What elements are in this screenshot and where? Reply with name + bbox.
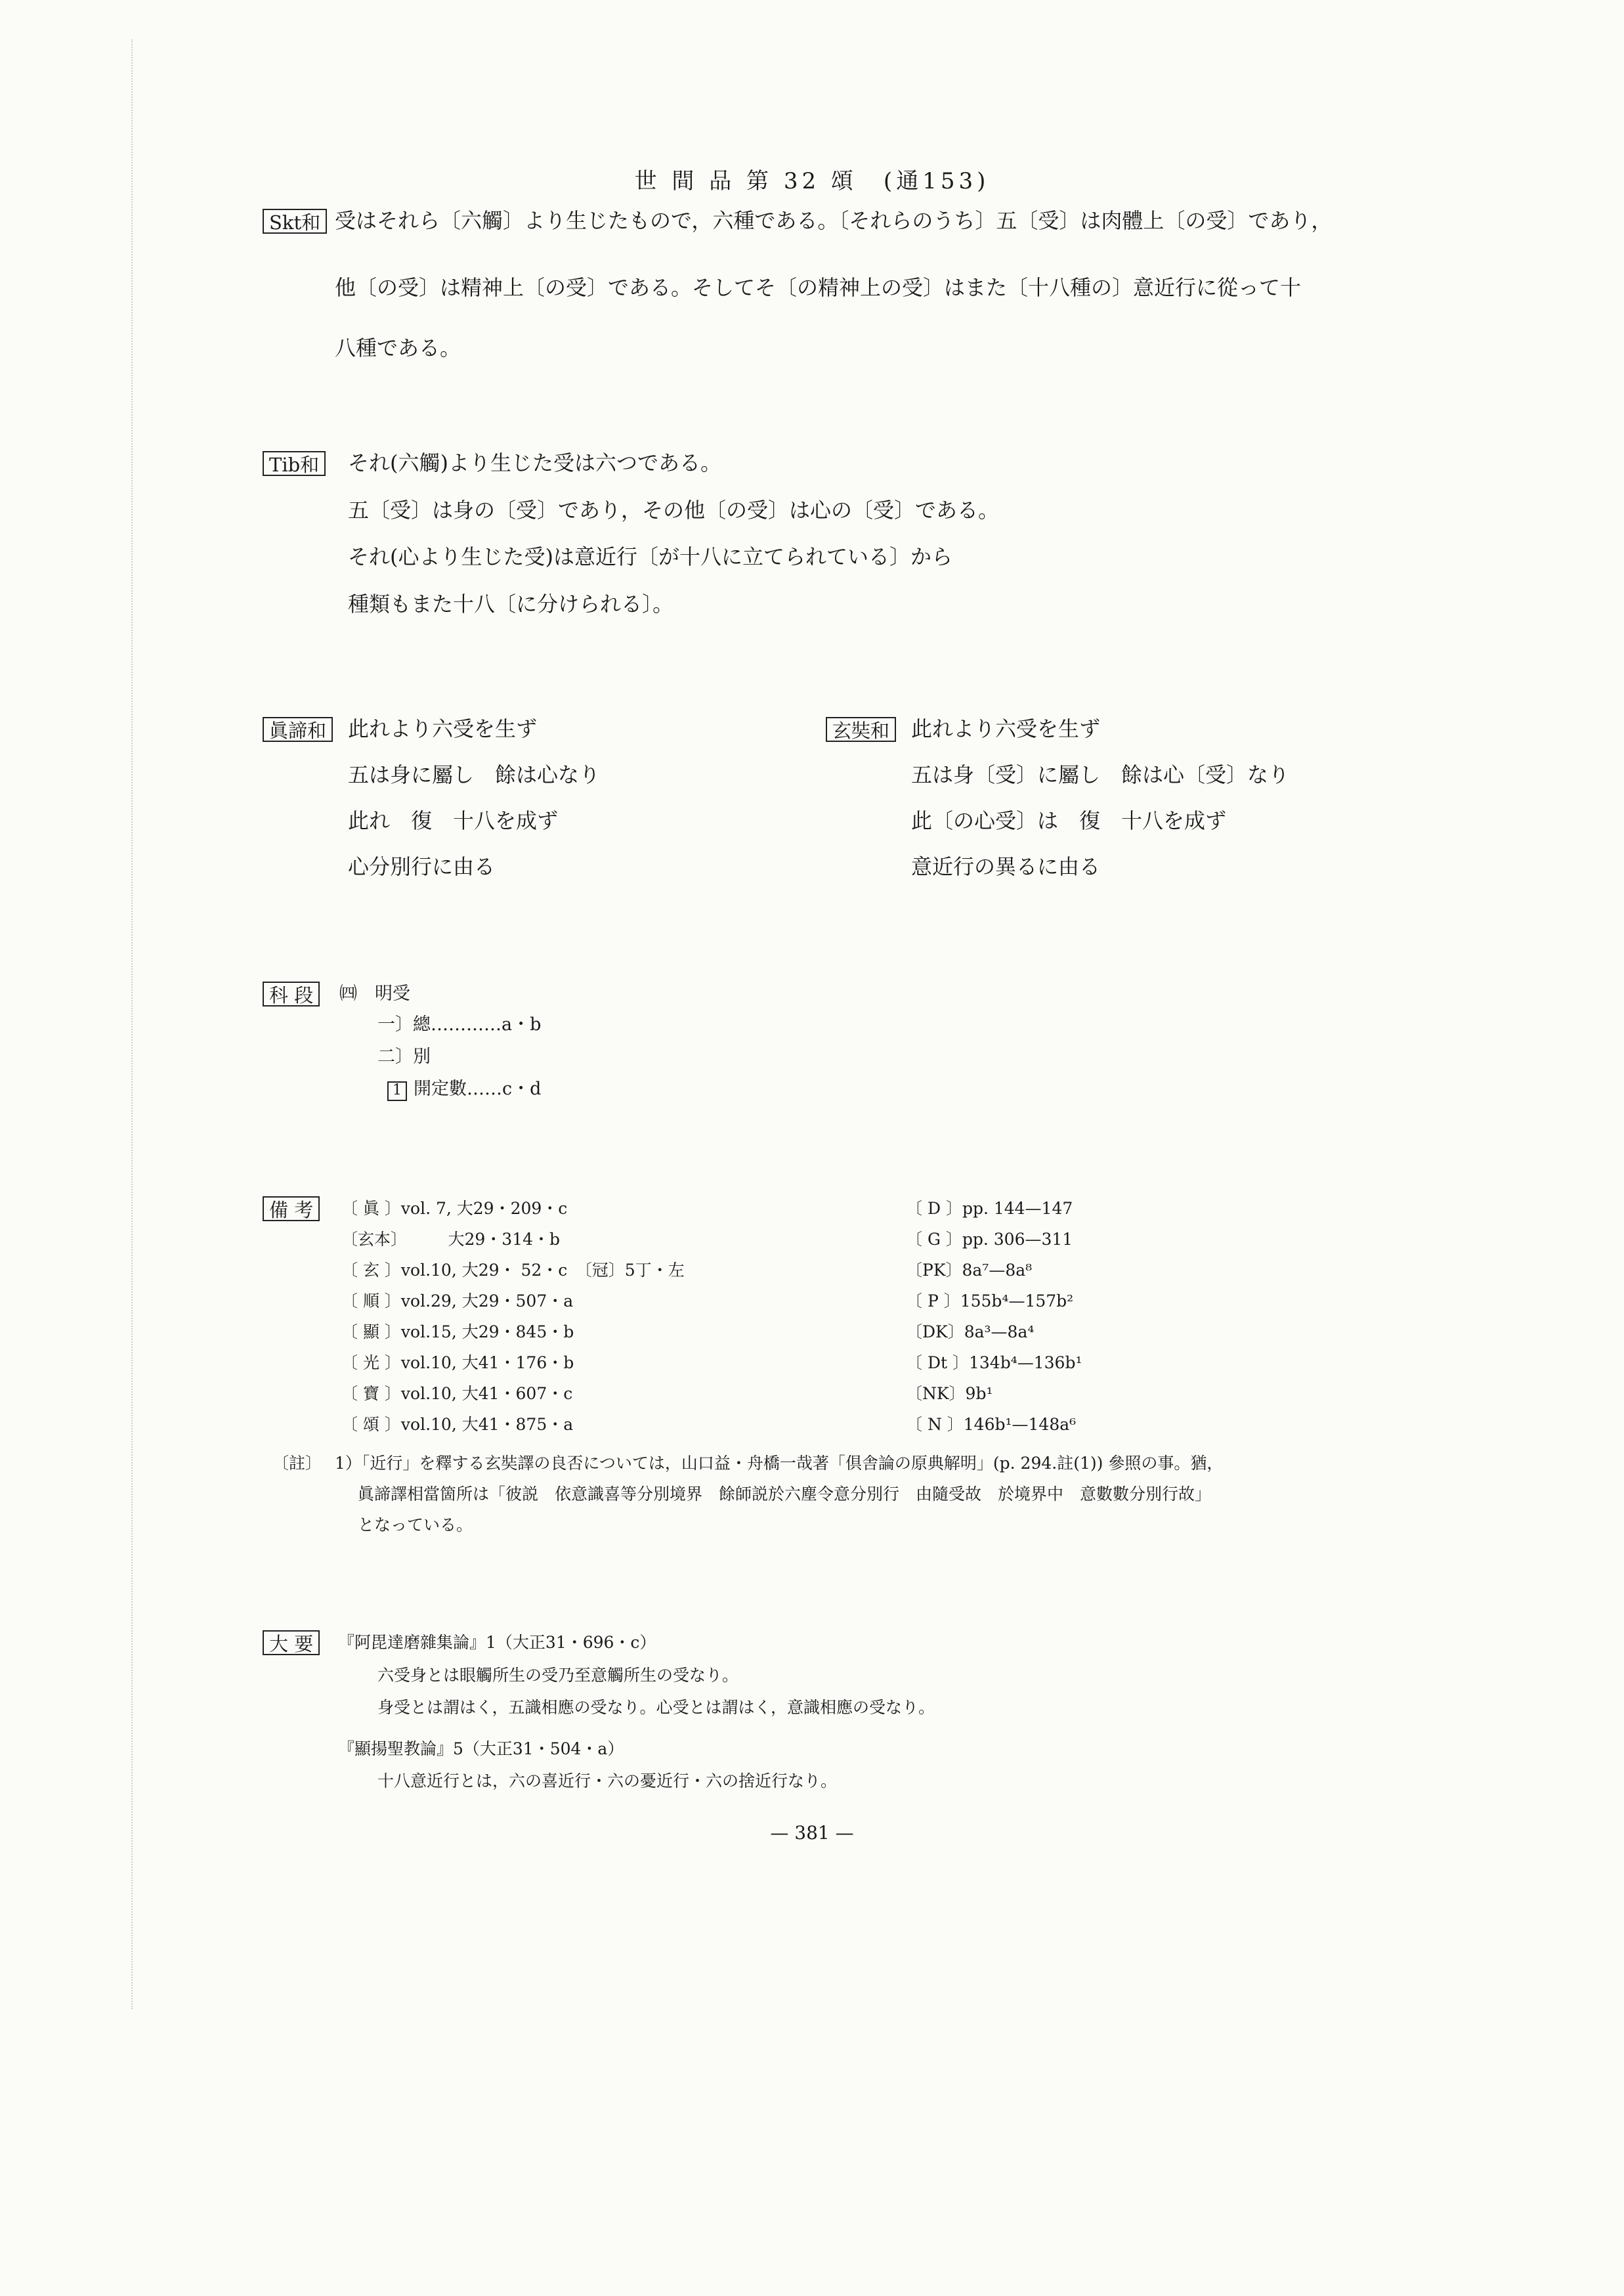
note-label: 〔註〕: [272, 1454, 322, 1473]
taiyo-source-1-line-1: 六受身とは眼觸所生の受乃至意觸所生の受なり。: [377, 1666, 739, 1685]
biko-left-7: 〔 寶 〕vol.10, 大41・607・c: [341, 1384, 573, 1403]
page-title: 世 間 品 第 32 頌 (通153): [634, 168, 990, 194]
taiyo-source-2-line-1: 十八意近行とは，六の喜近行・六の憂近行・六の捨近行なり。: [377, 1771, 838, 1790]
biko-label: 備 考: [263, 1196, 320, 1221]
kadan-item-text: 開定數……c・d: [414, 1079, 542, 1099]
skt-label: Skt和: [263, 209, 327, 234]
skt-line-2: 他〔の受〕は精神上〔の受〕である。そしてそ〔の精神上の受〕はまた〔十八種の〕意近行に從って十: [335, 275, 1302, 300]
genjo-line-3: 此〔の心受〕は 復 十八を成ず: [911, 808, 1227, 833]
kadan-line-3: [387, 1078, 541, 1101]
biko-right-7: 〔NK〕9b¹: [906, 1384, 993, 1403]
taiyo-source-1: 『阿毘達磨雜集論』1（大正31・696・c）: [338, 1633, 656, 1652]
note-line-1: 1）「近行」を釋する玄奘譯の良否については，山口益・舟橋一哉著「倶舎論の原典解明」(p. 294.註(1)) 參照の事。猶，: [335, 1454, 1224, 1473]
tib-line-3: それ(心より生じた受)は意近行〔が十八に立てられている〕から: [348, 544, 952, 569]
biko-left-6: 〔 光 〕vol.10, 大41・176・b: [341, 1353, 574, 1372]
scan-edge-mark: [131, 39, 135, 2009]
kadan-line-2: 二〕別: [377, 1047, 431, 1067]
biko-right-5: 〔DK〕8a³—8a⁴: [906, 1322, 1035, 1341]
biko-left-4: 〔 順 〕vol.29, 大29・507・a: [341, 1291, 574, 1310]
kadan-head: ㈣ 明受: [339, 984, 410, 1004]
biko-right-1: 〔 D 〕pp. 144—147: [906, 1199, 1073, 1218]
genjo-label: 玄奘和: [826, 717, 896, 742]
biko-right-8: 〔 N 〕146b¹—148a⁶: [906, 1415, 1077, 1434]
tib-label: Tib和: [263, 451, 326, 476]
note-line-2: 眞諦譯相當箇所は「彼説 依意識喜等分別境界 餘師説於六塵令意分別行 由隨受故 於境界中 意數數分別行故」: [358, 1484, 1212, 1504]
tib-line-4: 種類もまた十八〔に分けられる〕。: [348, 592, 674, 617]
biko-right-4: 〔 P 〕155b⁴—157b²: [906, 1291, 1074, 1310]
taiyo-source-1-line-2: 身受とは謂はく，五識相應の受なり。心受とは謂はく，意識相應の受なり。: [377, 1698, 935, 1717]
biko-left-3: 〔 玄 〕vol.10, 大29・ 52・c 〔冠〕5丁・左: [341, 1261, 685, 1280]
biko-left-2: 〔玄本〕 大29・314・b: [341, 1230, 561, 1249]
biko-left-8: 〔 頌 〕vol.10, 大41・875・a: [341, 1415, 574, 1434]
tib-line-1: それ(六觸)より生じた受は六つである。: [348, 450, 721, 475]
genjo-line-4: 意近行の異るに由る: [911, 854, 1101, 879]
shintai-line-3: 此れ 復 十八を成ず: [348, 808, 559, 833]
genjo-line-2: 五は身〔受〕に屬し 餘は心〔受〕なり: [911, 762, 1290, 787]
note-line-3: となっている。: [358, 1515, 473, 1534]
taiyo-source-2: 『顯揚聖教論』5（大正31・504・a）: [338, 1739, 624, 1758]
skt-line-1: 受はそれら〔六觸〕より生じたもので，六種である。〔それらのうち〕五〔受〕は肉體上〔の受〕であり，: [335, 208, 1333, 233]
kadan-item-number: 1: [387, 1081, 407, 1101]
shintai-line-1: 此れより六受を生ず: [348, 716, 538, 741]
tib-line-2: 五〔受〕は身の〔受〕であり，その他〔の受〕は心の〔受〕である。: [348, 498, 1000, 523]
biko-right-6: 〔 Dt 〕134b⁴—136b¹: [906, 1353, 1082, 1372]
shintai-label: 眞諦和: [263, 717, 333, 742]
skt-line-3: 八種である。: [335, 336, 461, 360]
taiyo-label: 大 要: [263, 1630, 320, 1655]
biko-left-1: 〔 眞 〕vol. 7, 大29・209・c: [341, 1199, 568, 1218]
biko-right-3: 〔PK〕8a⁷—8a⁸: [906, 1261, 1033, 1280]
biko-left-5: 〔 顯 〕vol.15, 大29・845・b: [341, 1322, 574, 1341]
shintai-line-4: 心分別行に由る: [348, 854, 496, 879]
biko-right-2: 〔 G 〕pp. 306—311: [906, 1230, 1073, 1249]
kadan-line-1: 一〕總…………a・b: [377, 1014, 542, 1035]
page-number: — 381 —: [770, 1822, 854, 1844]
shintai-line-2: 五は身に屬し 餘は心なり: [348, 762, 601, 787]
kadan-label: 科 段: [263, 982, 320, 1007]
genjo-line-1: 此れより六受を生ず: [911, 716, 1101, 741]
